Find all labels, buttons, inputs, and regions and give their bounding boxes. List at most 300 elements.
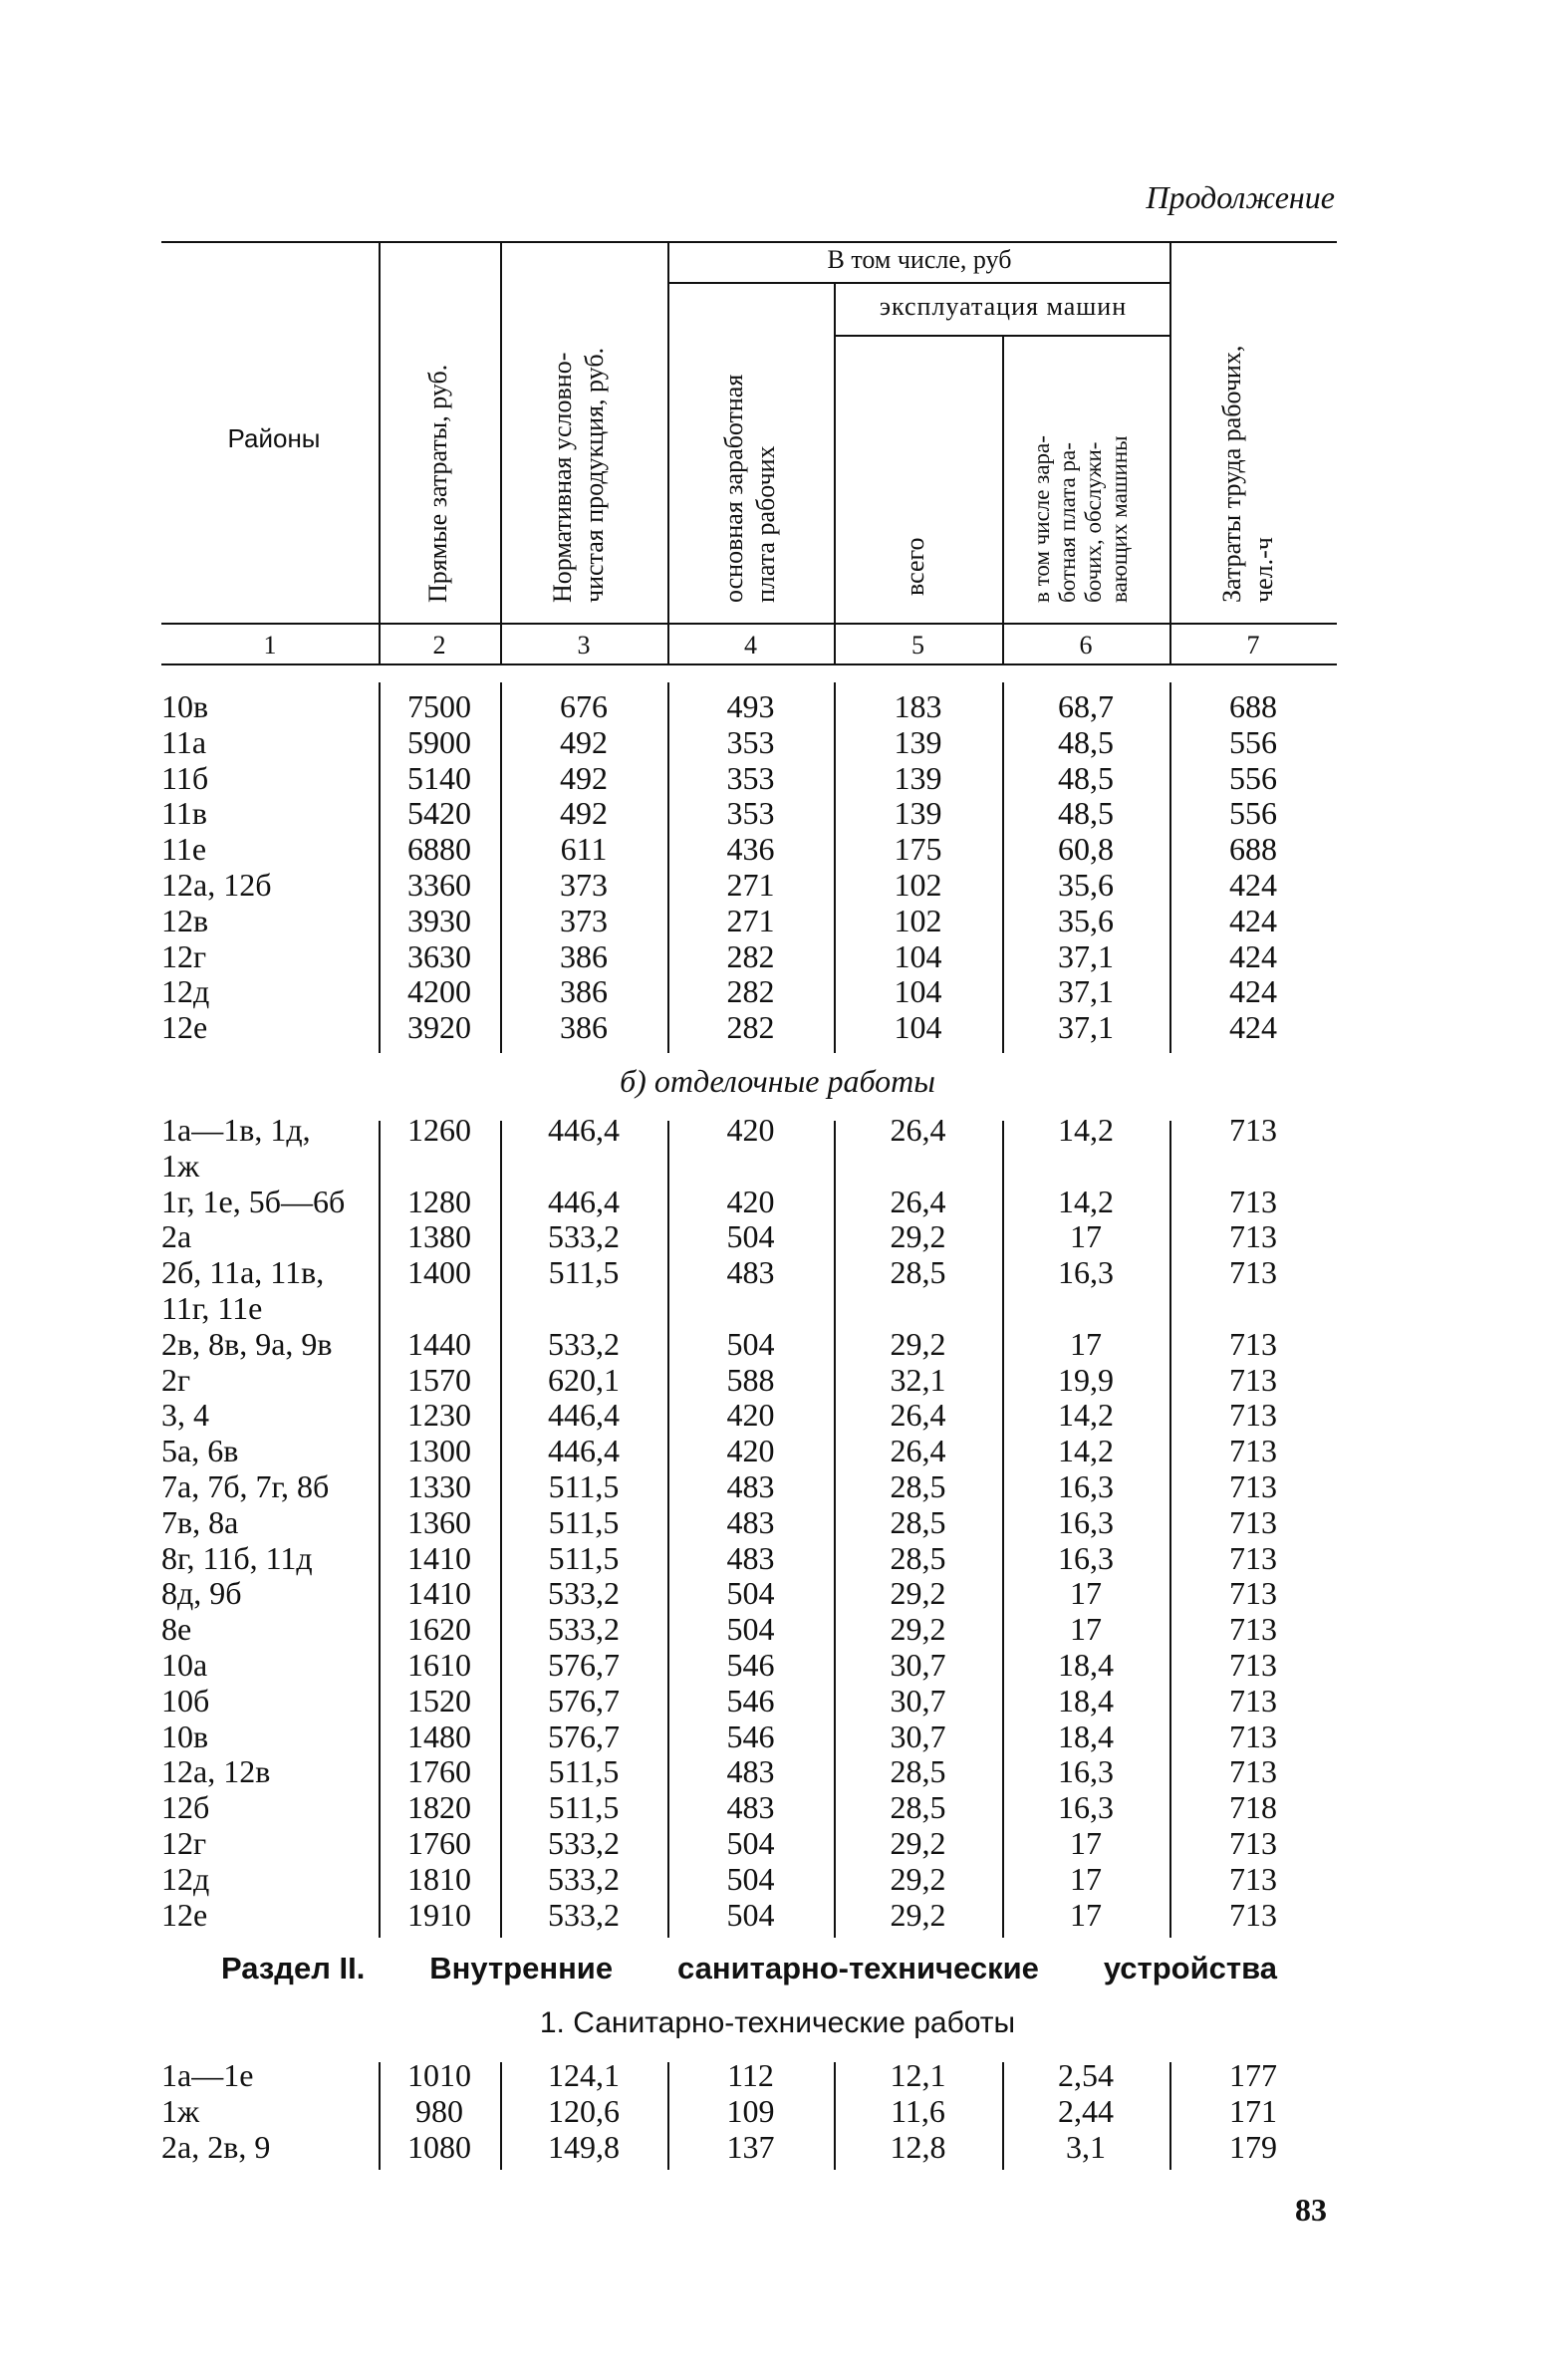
value-cell-c6: 18,4 (1058, 1718, 1114, 1754)
region-cell: 11в (161, 795, 207, 832)
value-cell-c5: 30,7 (890, 1647, 946, 1683)
value-cell-c4: 282 (726, 1009, 775, 1046)
value-cell-c2: 1230 (407, 1397, 471, 1434)
value-cell-c4: 483 (726, 1539, 775, 1576)
value-cell-c7: 713 (1229, 1825, 1277, 1861)
region-cell: 12д (161, 1860, 210, 1897)
region-cell: 12а, 12в (161, 1753, 271, 1790)
value-cell-c4: 420 (726, 1433, 775, 1469)
value-cell-c2: 1480 (407, 1718, 471, 1754)
value-cell-c5: 28,5 (890, 1503, 946, 1540)
header-direct-costs: Прямые затраты, руб. (423, 364, 452, 603)
value-cell-c6: 37,1 (1058, 1009, 1114, 1046)
value-cell-c3: 386 (560, 1009, 608, 1046)
table-row (0, 1576, 1555, 1611)
region-cell: 10в (161, 1718, 209, 1754)
value-cell-c5: 30,7 (890, 1718, 946, 1754)
value-cell-c2: 1400 (407, 1254, 471, 1291)
table-row (0, 1648, 1555, 1683)
value-cell-c5: 30,7 (890, 1682, 946, 1719)
value-cell-c3: 386 (560, 937, 608, 974)
region-cell: 11а (161, 723, 207, 760)
value-cell-c7: 424 (1229, 973, 1277, 1010)
value-cell-c5: 26,4 (890, 1397, 946, 1434)
region-cell: 2а (161, 1218, 192, 1255)
value-cell-c3: 492 (560, 759, 608, 796)
value-cell-c2: 1410 (407, 1539, 471, 1576)
value-cell-c7: 718 (1229, 1789, 1277, 1826)
value-cell-c5: 139 (894, 723, 942, 760)
value-cell-c4: 353 (726, 759, 775, 796)
table-row (0, 1826, 1555, 1861)
table-row (0, 1505, 1555, 1540)
value-cell-c2: 1010 (407, 2057, 471, 2093)
region-cell: 1ж (161, 1147, 200, 1184)
column-number-rule (161, 663, 1337, 665)
table-row (0, 832, 1555, 867)
value-cell-c2: 1760 (407, 1825, 471, 1861)
value-cell-c2: 7500 (407, 688, 471, 724)
table-row (0, 1719, 1555, 1754)
table-row (0, 1862, 1555, 1897)
region-cell: 2г (161, 1361, 191, 1398)
value-cell-c6: 16,3 (1058, 1789, 1114, 1826)
value-cell-c3: 373 (560, 902, 608, 938)
header-net-output-line1: Нормативная условно- (548, 352, 577, 603)
table-row (0, 868, 1555, 903)
table-row (0, 1898, 1555, 1933)
value-cell-c6: 16,3 (1058, 1503, 1114, 1540)
table-row (0, 939, 1555, 974)
value-cell-c5: 29,2 (890, 1611, 946, 1648)
value-cell-c6: 16,3 (1058, 1539, 1114, 1576)
value-cell-c3: 533,2 (548, 1575, 620, 1612)
value-cell-c5: 104 (894, 1009, 942, 1046)
value-cell-c7: 713 (1229, 1112, 1277, 1148)
table-row (0, 725, 1555, 760)
value-cell-c3: 446,4 (548, 1112, 620, 1148)
section-heading-part: устройства (1103, 1951, 1277, 1985)
table-row (0, 1219, 1555, 1254)
header-operator-wages-line1: в том числе зара- (1029, 435, 1054, 603)
table-row (0, 1434, 1555, 1468)
value-cell-c6: 14,2 (1058, 1397, 1114, 1434)
value-cell-c7: 713 (1229, 1860, 1277, 1897)
value-cell-c6: 18,4 (1058, 1682, 1114, 1719)
table-row (0, 2058, 1555, 2093)
region-cell: 7в, 8а (161, 1503, 239, 1540)
value-cell-c2: 1810 (407, 1860, 471, 1897)
value-cell-c5: 183 (894, 688, 942, 724)
table-row (0, 2130, 1555, 2165)
value-cell-c3: 533,2 (548, 1896, 620, 1933)
value-cell-c3: 373 (560, 867, 608, 903)
region-cell: 10б (161, 1682, 210, 1719)
header-operator-wages-line4: вающих машины (1107, 435, 1132, 603)
header-divider-1 (379, 243, 381, 665)
value-cell-c4: 546 (726, 1718, 775, 1754)
value-cell-c7: 179 (1229, 2129, 1277, 2165)
value-cell-c6: 16,3 (1058, 1753, 1114, 1790)
value-cell-c3: 124,1 (548, 2057, 620, 2093)
value-cell-c2: 1570 (407, 1361, 471, 1398)
header-labor-costs-line1: Затраты труда рабочих, (1217, 345, 1246, 603)
value-cell-c6: 14,2 (1058, 1183, 1114, 1219)
value-cell-c7: 713 (1229, 1183, 1277, 1219)
value-cell-c3: 511,5 (548, 1254, 620, 1291)
value-cell-c6: 17 (1070, 1575, 1102, 1612)
value-cell-c6: 14,2 (1058, 1433, 1114, 1469)
value-cell-c3: 511,5 (548, 1468, 620, 1504)
value-cell-c4: 353 (726, 795, 775, 832)
value-cell-c4: 271 (726, 867, 775, 903)
value-cell-c2: 6880 (407, 831, 471, 868)
value-cell-c2: 1760 (407, 1753, 471, 1790)
value-cell-c7: 688 (1229, 831, 1277, 868)
value-cell-c6: 2,44 (1058, 2093, 1114, 2129)
value-cell-c5: 28,5 (890, 1539, 946, 1576)
region-cell: 8г, 11б, 11д (161, 1539, 313, 1576)
region-cell: 12е (161, 1896, 208, 1933)
value-cell-c4: 504 (726, 1860, 775, 1897)
column-number: 4 (744, 631, 757, 660)
value-cell-c3: 446,4 (548, 1183, 620, 1219)
section-heading-part: санитарно-технические (677, 1951, 1039, 1985)
value-cell-c4: 353 (726, 723, 775, 760)
value-cell-c3: 511,5 (548, 1539, 620, 1576)
header-total: всего (901, 537, 929, 596)
table-row (0, 1255, 1555, 1290)
value-cell-c2: 1260 (407, 1112, 471, 1148)
value-cell-c7: 713 (1229, 1468, 1277, 1504)
value-cell-c2: 1620 (407, 1611, 471, 1648)
table-row (0, 1149, 1555, 1184)
value-cell-c2: 980 (415, 2093, 463, 2129)
value-cell-c7: 424 (1229, 1009, 1277, 1046)
value-cell-c7: 688 (1229, 688, 1277, 724)
value-cell-c5: 32,1 (890, 1361, 946, 1398)
value-cell-c4: 504 (726, 1325, 775, 1362)
page-number: 83 (1295, 2192, 1327, 2228)
column-number: 2 (432, 631, 446, 660)
value-cell-c2: 5420 (407, 795, 471, 832)
value-cell-c6: 17 (1070, 1325, 1102, 1362)
value-cell-c4: 420 (726, 1112, 775, 1148)
header-divider-5 (1002, 337, 1004, 665)
value-cell-c6: 16,3 (1058, 1254, 1114, 1291)
header-divider-6 (1169, 243, 1171, 665)
value-cell-c4: 493 (726, 688, 775, 724)
section-heading (221, 1951, 1277, 1986)
table-row (0, 1469, 1555, 1504)
value-cell-c6: 3,1 (1066, 2129, 1106, 2165)
value-cell-c5: 29,2 (890, 1325, 946, 1362)
table-row (0, 1684, 1555, 1719)
value-cell-c4: 504 (726, 1825, 775, 1861)
value-cell-c3: 611 (560, 831, 608, 868)
value-cell-c5: 28,5 (890, 1254, 946, 1291)
value-cell-c5: 28,5 (890, 1468, 946, 1504)
table-row (0, 1612, 1555, 1647)
section-heading-part: Раздел II. (221, 1951, 366, 1985)
value-cell-c2: 1610 (407, 1647, 471, 1683)
value-cell-c4: 546 (726, 1682, 775, 1719)
column-number: 3 (577, 631, 591, 660)
table-row (0, 1291, 1555, 1326)
table-row (0, 796, 1555, 831)
value-cell-c3: 533,2 (548, 1325, 620, 1362)
header-operator-wages-line3: бочих, обслужи- (1081, 441, 1106, 603)
value-cell-c2: 1360 (407, 1503, 471, 1540)
region-cell: 12а, 12б (161, 867, 272, 903)
table-row (0, 1185, 1555, 1219)
header-including-group: В том числе, руб (827, 245, 1012, 274)
value-cell-c6: 16,3 (1058, 1468, 1114, 1504)
value-cell-c3: 576,7 (548, 1718, 620, 1754)
value-cell-c3: 533,2 (548, 1218, 620, 1255)
value-cell-c3: 533,2 (548, 1825, 620, 1861)
value-cell-c5: 26,4 (890, 1183, 946, 1219)
region-cell: 11б (161, 759, 209, 796)
value-cell-c4: 504 (726, 1611, 775, 1648)
value-cell-c3: 533,2 (548, 1611, 620, 1648)
value-cell-c7: 556 (1229, 759, 1277, 796)
table-row (0, 1790, 1555, 1825)
table-row (0, 761, 1555, 796)
value-cell-c7: 713 (1229, 1433, 1277, 1469)
value-cell-c6: 48,5 (1058, 795, 1114, 832)
value-cell-c3: 386 (560, 973, 608, 1010)
value-cell-c7: 556 (1229, 795, 1277, 832)
value-cell-c7: 713 (1229, 1361, 1277, 1398)
value-cell-c2: 1910 (407, 1896, 471, 1933)
region-cell: 1а—1в, 1д, (161, 1112, 311, 1148)
region-cell: 12е (161, 1009, 208, 1046)
value-cell-c3: 676 (560, 688, 608, 724)
value-cell-c5: 29,2 (890, 1860, 946, 1897)
value-cell-c7: 424 (1229, 937, 1277, 974)
region-cell: 12г (161, 1825, 207, 1861)
value-cell-c2: 1080 (407, 2129, 471, 2165)
region-cell: 12в (161, 902, 209, 938)
region-cell: 1г, 1е, 5б—6б (161, 1183, 346, 1219)
value-cell-c6: 60,8 (1058, 831, 1114, 868)
value-cell-c7: 713 (1229, 1896, 1277, 1933)
value-cell-c6: 48,5 (1058, 759, 1114, 796)
region-cell: 11е (161, 831, 207, 868)
column-number: 7 (1246, 631, 1260, 660)
header-regions: Районы (227, 423, 321, 453)
value-cell-c6: 37,1 (1058, 937, 1114, 974)
region-cell: 12б (161, 1789, 210, 1826)
header-labor-costs-line2: чел.-ч (1249, 537, 1278, 603)
value-cell-c3: 576,7 (548, 1682, 620, 1719)
region-cell: 5а, 6в (161, 1433, 239, 1469)
value-cell-c7: 713 (1229, 1397, 1277, 1434)
region-cell: 1ж (161, 2093, 200, 2129)
header-machine-operation: эксплуатация машин (879, 292, 1128, 321)
value-cell-c7: 713 (1229, 1682, 1277, 1719)
region-cell: 2б, 11а, 11в, (161, 1254, 325, 1291)
value-cell-c6: 48,5 (1058, 723, 1114, 760)
table-row (0, 904, 1555, 938)
value-cell-c4: 483 (726, 1254, 775, 1291)
value-cell-c7: 171 (1229, 2093, 1277, 2129)
table-row (0, 1398, 1555, 1433)
value-cell-c7: 177 (1229, 2057, 1277, 2093)
value-cell-c7: 713 (1229, 1611, 1277, 1648)
value-cell-c2: 1330 (407, 1468, 471, 1504)
value-cell-c2: 5900 (407, 723, 471, 760)
value-cell-c3: 149,8 (548, 2129, 620, 2165)
region-cell: 11г, 11е (161, 1290, 263, 1326)
value-cell-c2: 4200 (407, 973, 471, 1010)
header-divider-4 (834, 284, 836, 665)
header-basic-wages-line1: основная заработная (719, 374, 748, 603)
value-cell-c7: 713 (1229, 1718, 1277, 1754)
value-cell-c5: 175 (894, 831, 942, 868)
column-number: 6 (1079, 631, 1093, 660)
value-cell-c6: 37,1 (1058, 973, 1114, 1010)
value-cell-c3: 446,4 (548, 1397, 620, 1434)
value-cell-c4: 504 (726, 1575, 775, 1612)
value-cell-c6: 35,6 (1058, 902, 1114, 938)
region-cell: 3, 4 (161, 1397, 209, 1434)
value-cell-c4: 137 (726, 2129, 775, 2165)
value-cell-c5: 29,2 (890, 1218, 946, 1255)
value-cell-c7: 713 (1229, 1254, 1277, 1291)
value-cell-c4: 112 (727, 2057, 774, 2093)
value-cell-c2: 1380 (407, 1218, 471, 1255)
region-cell: 12д (161, 973, 210, 1010)
continued-label: Продолжение (1146, 179, 1335, 215)
value-cell-c5: 29,2 (890, 1575, 946, 1612)
table-row (0, 1754, 1555, 1789)
value-cell-c4: 504 (726, 1218, 775, 1255)
value-cell-c6: 17 (1070, 1825, 1102, 1861)
value-cell-c3: 511,5 (548, 1753, 620, 1790)
value-cell-c7: 713 (1229, 1539, 1277, 1576)
value-cell-c4: 588 (726, 1361, 775, 1398)
region-cell: 1а—1е (161, 2057, 254, 2093)
value-cell-c5: 12,8 (890, 2129, 946, 2165)
value-cell-c7: 713 (1229, 1647, 1277, 1683)
value-cell-c2: 3360 (407, 867, 471, 903)
value-cell-c4: 420 (726, 1397, 775, 1434)
value-cell-c5: 28,5 (890, 1789, 946, 1826)
region-cell: 10в (161, 688, 209, 724)
value-cell-c5: 12,1 (890, 2057, 946, 2093)
value-cell-c4: 483 (726, 1789, 775, 1826)
value-cell-c5: 29,2 (890, 1896, 946, 1933)
value-cell-c3: 120,6 (548, 2093, 620, 2129)
table-row (0, 1010, 1555, 1045)
column-number: 5 (911, 631, 924, 660)
table-top-rule (161, 241, 1337, 243)
value-cell-c5: 28,5 (890, 1753, 946, 1790)
value-cell-c5: 104 (894, 973, 942, 1010)
value-cell-c7: 713 (1229, 1575, 1277, 1612)
value-cell-c3: 511,5 (548, 1789, 620, 1826)
header-bottom-rule (161, 623, 1337, 625)
value-cell-c5: 139 (894, 795, 942, 832)
value-cell-c5: 26,4 (890, 1433, 946, 1469)
region-cell: 8д, 9б (161, 1575, 242, 1612)
value-cell-c6: 14,2 (1058, 1112, 1114, 1148)
value-cell-c5: 139 (894, 759, 942, 796)
value-cell-c2: 1280 (407, 1183, 471, 1219)
table-row (0, 974, 1555, 1009)
column-number: 1 (263, 631, 277, 660)
region-cell: 8е (161, 1611, 192, 1648)
value-cell-c5: 102 (894, 867, 942, 903)
value-cell-c3: 511,5 (548, 1503, 620, 1540)
value-cell-c7: 424 (1229, 867, 1277, 903)
region-cell: 2а, 2в, 9 (161, 2129, 271, 2165)
value-cell-c2: 5140 (407, 759, 471, 796)
header-divider-2 (500, 243, 502, 665)
value-cell-c2: 1520 (407, 1682, 471, 1719)
value-cell-c2: 3920 (407, 1009, 471, 1046)
value-cell-c4: 546 (726, 1647, 775, 1683)
value-cell-c6: 35,6 (1058, 867, 1114, 903)
value-cell-c6: 68,7 (1058, 688, 1114, 724)
header-net-output-line2: чистая продукция, руб. (580, 347, 609, 603)
value-cell-c4: 282 (726, 973, 775, 1010)
value-cell-c7: 713 (1229, 1503, 1277, 1540)
value-cell-c2: 3930 (407, 902, 471, 938)
section-heading-part: Внутренние (429, 1951, 614, 1985)
value-cell-c2: 1410 (407, 1575, 471, 1612)
value-cell-c7: 556 (1229, 723, 1277, 760)
value-cell-c5: 29,2 (890, 1825, 946, 1861)
table-row (0, 689, 1555, 724)
header-divider-3 (667, 243, 669, 665)
value-cell-c2: 1820 (407, 1789, 471, 1826)
value-cell-c6: 17 (1070, 1896, 1102, 1933)
value-cell-c2: 1440 (407, 1325, 471, 1362)
table-row (0, 1113, 1555, 1148)
value-cell-c6: 17 (1070, 1860, 1102, 1897)
value-cell-c4: 483 (726, 1468, 775, 1504)
value-cell-c4: 420 (726, 1183, 775, 1219)
value-cell-c4: 109 (726, 2093, 775, 2129)
value-cell-c6: 18,4 (1058, 1647, 1114, 1683)
header-basic-wages-line2: плата рабочих (751, 445, 780, 603)
value-cell-c6: 19,9 (1058, 1361, 1114, 1398)
value-cell-c3: 492 (560, 723, 608, 760)
value-cell-c3: 446,4 (548, 1433, 620, 1469)
value-cell-c4: 282 (726, 937, 775, 974)
subheading-sanitary-works: 1. Санитарно-технические работы (539, 2006, 1016, 2039)
value-cell-c5: 102 (894, 902, 942, 938)
header-operator-wages-line2: ботная плата ра- (1055, 442, 1080, 603)
value-cell-c6: 17 (1070, 1218, 1102, 1255)
value-cell-c6: 17 (1070, 1611, 1102, 1648)
value-cell-c4: 504 (726, 1896, 775, 1933)
value-cell-c7: 713 (1229, 1218, 1277, 1255)
table-row (0, 1327, 1555, 1362)
value-cell-c5: 26,4 (890, 1112, 946, 1148)
table-row (0, 1363, 1555, 1398)
region-cell: 10а (161, 1647, 208, 1683)
value-cell-c4: 271 (726, 902, 775, 938)
value-cell-c5: 104 (894, 937, 942, 974)
value-cell-c3: 492 (560, 795, 608, 832)
value-cell-c7: 424 (1229, 902, 1277, 938)
value-cell-c3: 576,7 (548, 1647, 620, 1683)
group-rule (669, 282, 1169, 284)
